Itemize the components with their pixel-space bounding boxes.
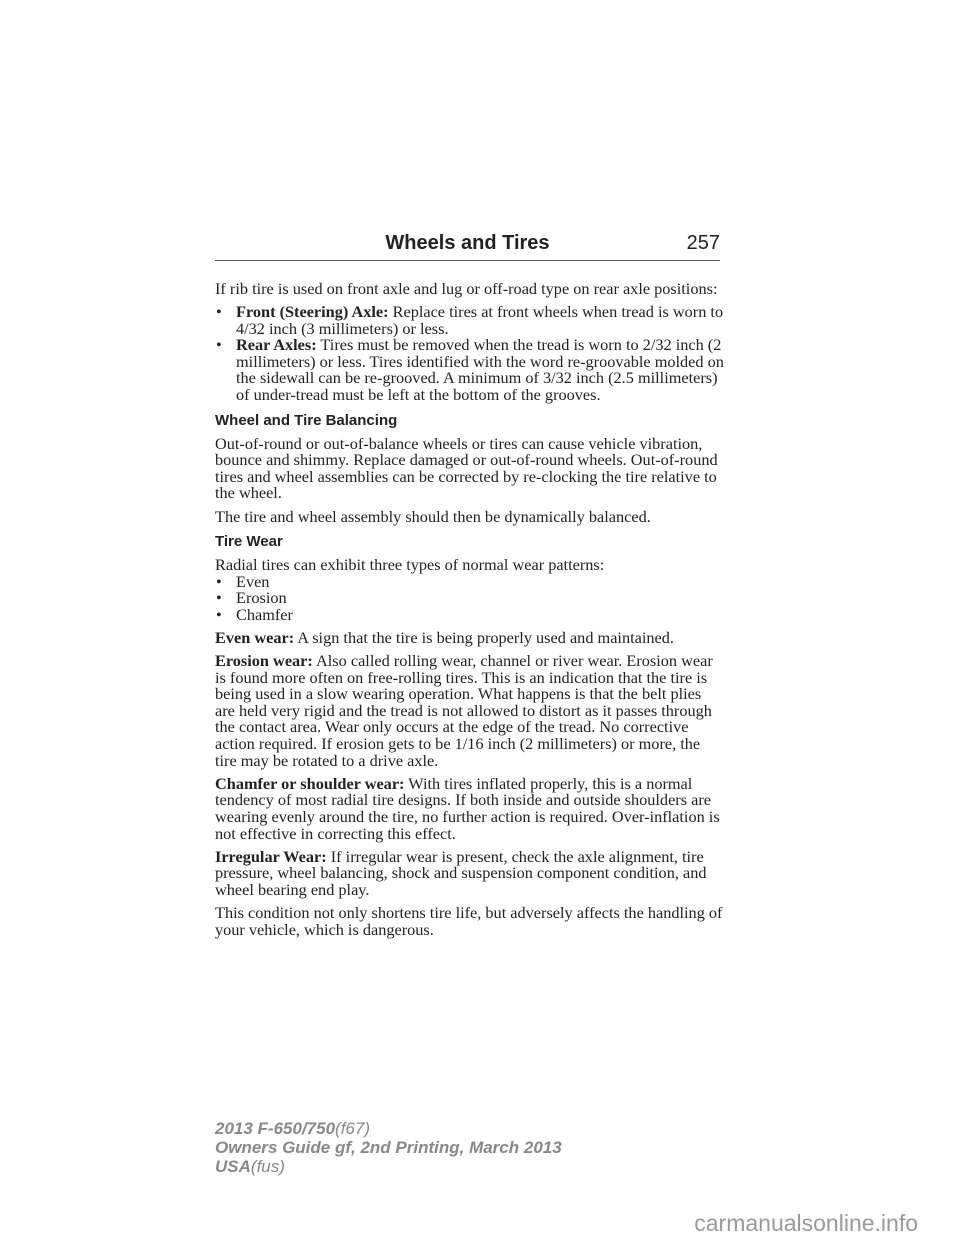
paragraph: This condition not only shortens tire life, but adversely affects the handling of your vehicle, which is dangerous.	[215, 902, 723, 939]
axle-list	[215, 304, 725, 404]
section-title: Wheels and Tires	[385, 232, 550, 254]
list-item: • Front (Steering) Axle: Replace tires at front wheels when tread is worn to 4/32 inch (3 millimeters) or less.	[216, 302, 724, 338]
paragraph: Radial tires can exhibit three types of normal wear patterns:	[215, 555, 605, 575]
bullet-icon: •	[216, 302, 222, 322]
paragraph: Erosion wear: Also called rolling wear, channel or river wear. Erosion wear is found more often on free-rolling tires. This is an indication that the tire is being used in a slow wearing operation. What happens is that the belt plies are held very rigid and the tread is not allowed to distort as it passes through the contact area. Wear only occurs at the edge of the tread. No corrective action required. If erosion gets to be 1/16 inch (2 millimeters) or more, the tire may be rotated to a drive axle.	[215, 651, 713, 770]
paragraph: Irregular Wear: If irregular wear is present, check the axle alignment, tire pressure, wheel balancing, shock and suspension component condition, and wheel bearing end play.	[215, 846, 707, 899]
bullet-icon: •	[216, 571, 222, 591]
page-content	[215, 281, 725, 945]
wear-types-list	[215, 571, 725, 624]
bullet-icon: •	[216, 588, 222, 608]
paragraph: Out-of-round or out-of-balance wheels or tires can cause vehicle vibration, bounce and shimmy. Replace damaged or out-of-round wheels. Out-of-round tires and wheel assemblies can be corrected by re-clocking the tire relative to the wheel.	[215, 433, 718, 503]
page-header	[215, 232, 720, 261]
list-item: • Chamfer	[216, 604, 293, 624]
bullet-icon: •	[216, 335, 222, 355]
list-item: • Even	[216, 571, 270, 591]
watermark: carmanualsonline.info	[694, 1210, 918, 1236]
tire-wear-heading: Tire Wear	[215, 533, 283, 551]
list-item: • Erosion	[216, 588, 287, 608]
list-item: • Rear Axles: Tires must be removed when the tread is worn to 2/32 inch (2 millimeters) or less. Tires identified with the word re-groovable molded on the sidewall can be re-grooved. A minimum of 3/32 inch (2.5 millimeters) of under-tread must be left at the bottom of the grooves.	[216, 335, 724, 405]
page-footer: 2013 F-650/750(f67) Owners Guide gf, 2nd Printing, March 2013 USA(fus)	[215, 1119, 562, 1176]
bullet-icon: •	[216, 604, 222, 624]
page-number: 257	[686, 232, 720, 254]
paragraph: Even wear: A sign that the tire is being properly used and maintained.	[215, 628, 674, 647]
balancing-heading: Wheel and Tire Balancing	[215, 411, 398, 429]
intro-paragraph: If rib tire is used on front axle and lug or off-road type on rear axle positions:	[215, 279, 718, 298]
paragraph: Chamfer or shoulder wear: With tires inflated properly, this is a normal tendency of most radial tire designs. If both inside and outside shoulders are wearing evenly around the tire, no further action is required. Over-inflation is not effective in correcting this effect.	[215, 773, 720, 843]
paragraph: The tire and wheel assembly should then be dynamically balanced.	[215, 506, 651, 526]
